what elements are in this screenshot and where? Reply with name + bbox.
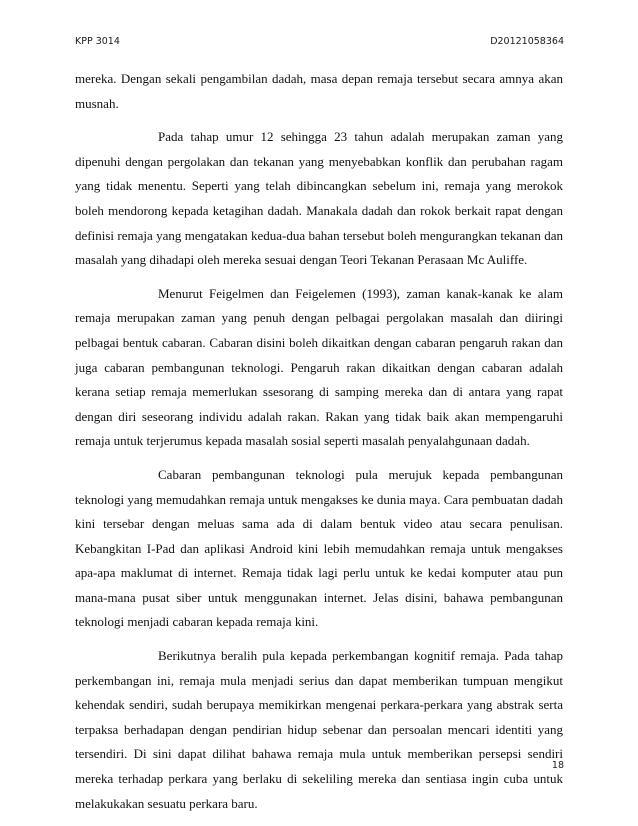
paragraph-peer-influence: Menurut Feigelmen dan Feigelemen (1993), zaman kanak-kanak ke alam remaja merupakan zaman yang penuh dengan pelbagai pergolakan masalah dan diiringi pelbagai bentuk cabaran. Cabaran disini boleh dikaitkan dengan cabaran pengaruh rakan dan juga cabaran pembangunan teknologi. Pengaruh rakan dikaitkan dengan cabaran adalah kerana setiap remaja memerlukan ssesorang di samping mereka dan di antara yang rapat dengan diri seseorang individu adalah rakan. Rakan yang tidak baik akan mempengaruhi remaja untuk terjerumus kepada masalah sosial seperti masalah penyalahgunaan dadah. <box>75 285 563 449</box>
paragraph-technology: Cabaran pembangunan teknologi pula merujuk kepada pembangunan teknologi yang memudahkan remaja untuk mengakses ke dunia maya. Cara pembuatan dadah kini tersebar dengan meluas sama ada di dalam bentuk video atau secara penulisan. Kebangkitan I-Pad dan aplikasi Android kini lebih memudahkan remaja untuk mengakses apa-apa maklumat di internet. Remaja tidak lagi perlu untuk ke kedai komputer atau pun mana-mana pusat siber untuk menggunakan internet. Jelas disini, bahawa pembangunan teknologi menjadi cabaran kepada remaja kini. <box>75 466 563 630</box>
header-student-id: D20121058364 <box>490 36 564 47</box>
paragraph-age-stage: Pada tahap umur 12 sehingga 23 tahun adalah merupakan zaman yang dipenuhi dengan pergolakan dan tekanan yang menyebabkan konflik dan perubahan ragam yang tidak menentu. Seperti yang telah dibincangkan sebelum ini, remaja yang merokok boleh mendorong kepada ketagihan dadah. Manakala dadah dan rokok berkait rapat dengan definisi remaja yang mengatakan kedua-dua bahan tersebut boleh mengurangkan tekanan dan masalah yang dihadapi oleh mereka sesuai dengan Teori Tekanan Perasaan Mc Auliffe. <box>75 129 563 268</box>
paragraph-continuation: mereka. Dengan sekali pengambilan dadah, masa depan remaja tersebut secara amnya akan musnah. <box>75 71 563 111</box>
header-course-code: KPP 3014 <box>75 36 120 47</box>
page-number: 18 <box>551 760 564 771</box>
body-text <box>75 67 563 816</box>
paragraph-cognitive: Berikutnya beralih pula kepada perkembangan kognitif remaja. Pada tahap perkembangan ini, remaja mula menjadi serius dan dapat memberikan tumpuan mengikut kehendak sendiri, sudah berupaya memikirkan mengenai perkara-perkara yang abstrak serta terpaksa berhadapan dengan pendirian hidup sebenar dan persoalan mencari identiti yang tersendiri. Di sini dapat dilihat bahawa remaja mula untuk memberikan persepsi sendiri mereka terhadap perkara yang berlaku di sekeliling mereka dan sentiasa ingin cuba untuk melakukakan sesuatu perkara baru. <box>75 648 563 811</box>
